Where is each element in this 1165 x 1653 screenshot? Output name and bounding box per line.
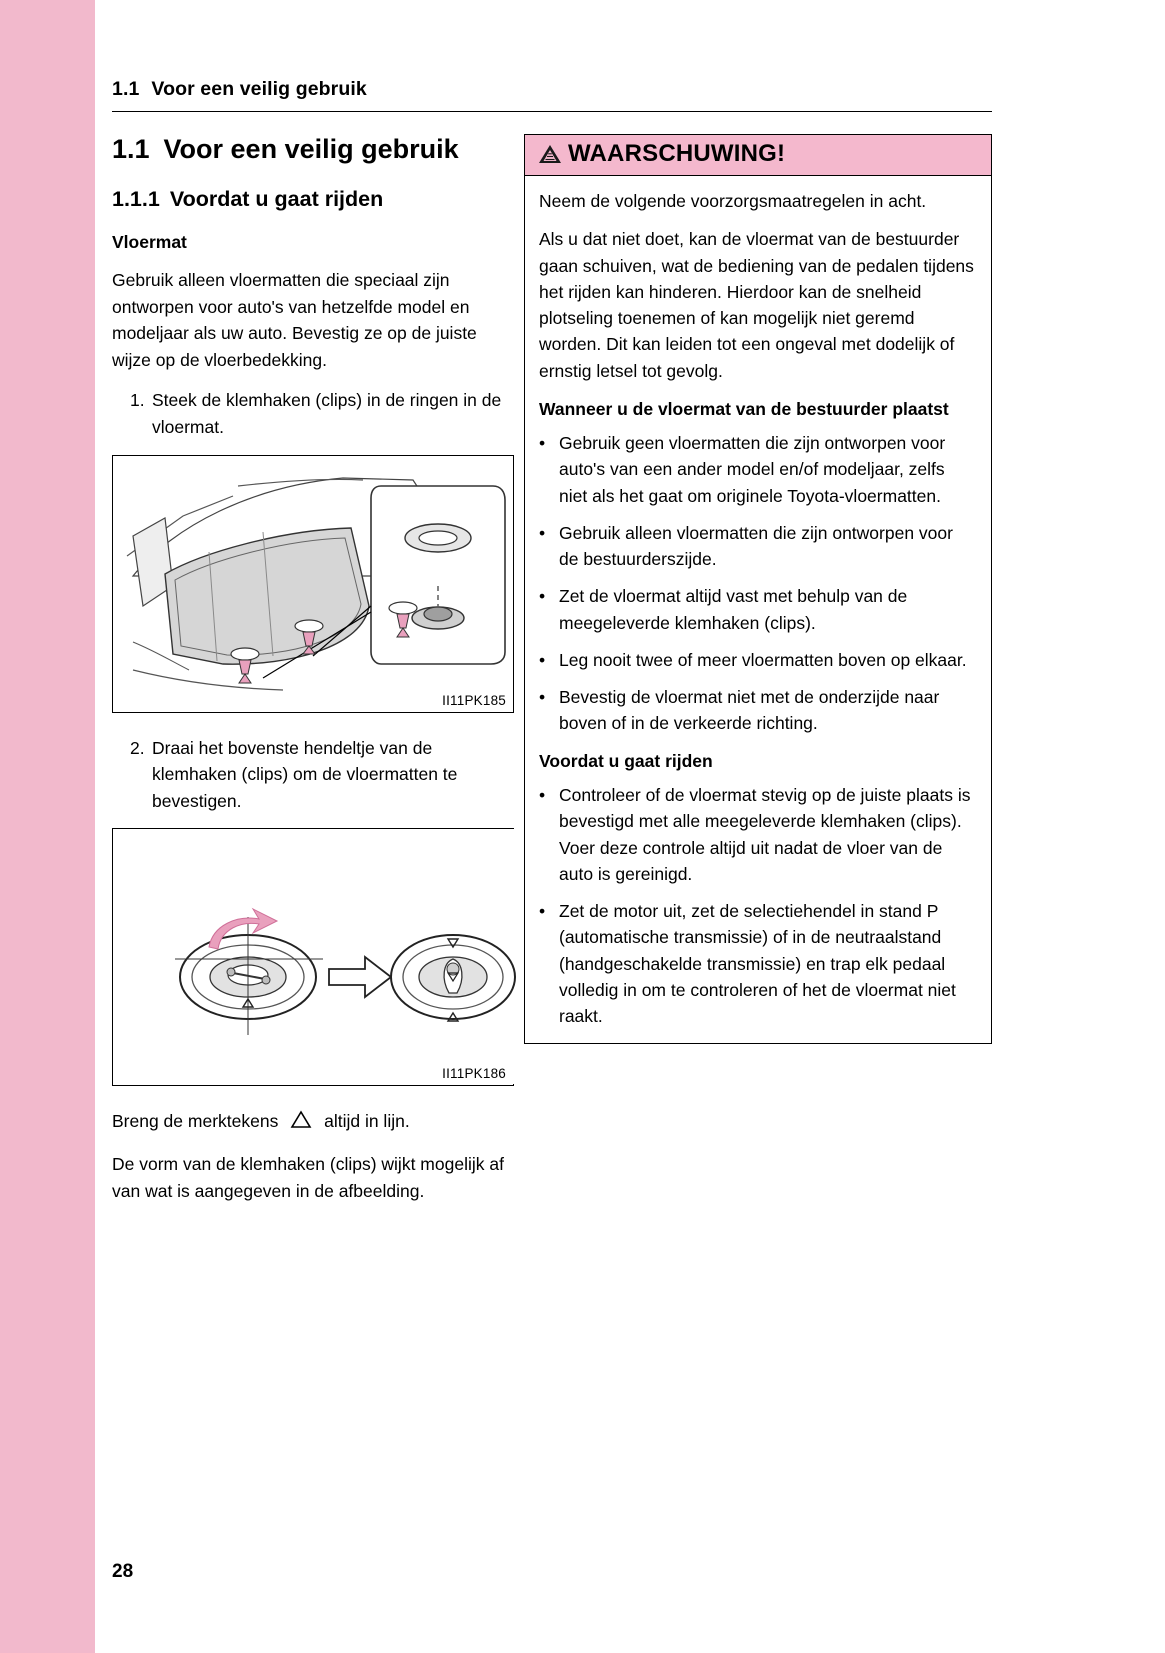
subsection-number: 1.1.1: [112, 187, 160, 211]
right-column: [524, 134, 992, 1218]
list-item: [539, 430, 977, 509]
list-item: [112, 387, 514, 440]
alignment-note-after: altijd in lijn.: [324, 1111, 410, 1132]
list-item: [539, 583, 977, 636]
bullet-glyph: •: [539, 649, 546, 670]
step-number: 2.: [130, 737, 145, 758]
bullet-glyph: •: [539, 785, 546, 805]
section-number: 1.1: [112, 134, 150, 164]
figure-code: II11PK185: [442, 692, 506, 708]
list-item-text: Controleer of de vloermat stevig op de juiste plaats is bevestigd met alle meegeleverde klemhaken (clips). Voer deze controle altijd uit nadat de vloer van de auto is gereinigd.: [559, 785, 971, 884]
page-content: [112, 78, 992, 1218]
bullet-glyph: •: [539, 901, 546, 921]
list-item: [112, 735, 514, 815]
list-item-text: Gebruik alleen vloermatten die zijn ontworpen voor de bestuurderszijde.: [559, 522, 953, 570]
step-list-1: [112, 387, 514, 440]
figure-clip-lever-rotation: [112, 828, 514, 1086]
list-item-text: Leg nooit twee of meer vloermatten boven op elkaar.: [559, 649, 967, 670]
bullet-glyph: •: [539, 522, 546, 543]
list-item: [539, 647, 977, 673]
bullet-glyph: •: [539, 586, 546, 607]
warning-group2-heading: Voordat u gaat rijden: [539, 750, 713, 771]
warning-group1-list: [539, 430, 977, 737]
alignment-note-before: Breng de merktekens: [112, 1111, 279, 1132]
list-item: [539, 782, 977, 887]
subsection-title-text: Voordat u gaat rijden: [169, 187, 384, 211]
list-item: [539, 898, 977, 1029]
step-text: Draai het bovenste hendeltje van de klemhaken (clips) om de vloermatten te bevestigen.: [152, 737, 458, 811]
page-edge-color-band: [0, 0, 95, 1653]
section-title-text: Voor een veilig gebruik: [163, 134, 459, 164]
running-header-title: Voor een veilig gebruik: [151, 78, 367, 100]
list-item: [539, 520, 977, 573]
warning-paragraph: Als u dat niet doet, kan de vloermat van de bestuurder gaan schuiven, wat de bediening van de pedalen tijdens het rijden kan hinderen. Hierdoor kan de snelheid plotseling toenemen of kan mogelijk niet geremd worden. Dit kan leiden tot een ongeval met dodelijk of ernstig letsel tot gevolg.: [539, 229, 974, 381]
warning-triangle-icon: [537, 143, 563, 166]
alignment-triangle-icon: [290, 1110, 312, 1137]
list-item-text: Zet de motor uit, zet de selectiehendel in stand P (automatische transmissie) of in de neutraalstand (handgeschakelde transmissie) en trap elk pedaal volledig in om te controleren of het de vloermat niet raakt.: [559, 901, 956, 1026]
figure-code: II11PK186: [442, 1066, 506, 1082]
step-text: Steek de klemhaken (clips) in de ringen in de vloermat.: [152, 390, 502, 437]
intro-paragraph: Gebruik alleen vloermatten die speciaal zijn ontworpen voor auto's van hetzelfde model en modeljaar als uw auto. Bevestig ze op de juiste wijze op de vloerbedekking.: [112, 270, 477, 370]
warning-intro: Neem de volgende voorzorgsmaatregelen in acht.: [539, 191, 927, 211]
shape-note: De vorm van de klemhaken (clips) wijkt mogelijk af van wat is aangegeven in de afbeelding.: [112, 1153, 504, 1201]
warning-box-body: [525, 176, 991, 1043]
warning-box-label: WAARSCHUWING!: [568, 140, 786, 167]
alignment-note: [112, 1108, 514, 1137]
figure-floor-mat-hooks: [112, 455, 514, 713]
bullet-glyph: •: [539, 687, 546, 708]
section-title: [112, 134, 514, 165]
warning-group1-heading: Wanneer u de vloermat van de bestuurder plaatst: [539, 398, 949, 419]
page-number: 28: [112, 1561, 134, 1582]
warning-box: [524, 134, 992, 1044]
running-header: [112, 78, 992, 111]
list-item-text: Zet de vloermat altijd vast met behulp van de meegeleverde klemhaken (clips).: [559, 586, 908, 633]
running-header-number: 1.1: [112, 78, 140, 100]
header-divider: [112, 111, 992, 112]
figure-1-illustration: [113, 456, 521, 711]
topic-heading: Vloermat: [112, 232, 187, 252]
step-number: 1.: [130, 390, 145, 411]
list-item-text: Gebruik geen vloermatten die zijn ontworpen voor auto's van een ander model en/of modeljaar, zelfs niet als het gaat om originele Toyota-vloermatten.: [559, 433, 946, 506]
subsection-title: [112, 187, 514, 212]
figure-2-illustration: [113, 829, 521, 1084]
two-column-layout: [112, 134, 992, 1218]
step-list-2: [112, 735, 514, 815]
list-item: [539, 684, 977, 737]
left-column: [112, 134, 524, 1218]
list-item-text: Bevestig de vloermat niet met de onderzijde naar boven of in de verkeerde richting.: [559, 687, 940, 734]
warning-box-header: [525, 135, 991, 176]
bullet-glyph: •: [539, 433, 546, 454]
warning-group2-list: [539, 782, 977, 1029]
